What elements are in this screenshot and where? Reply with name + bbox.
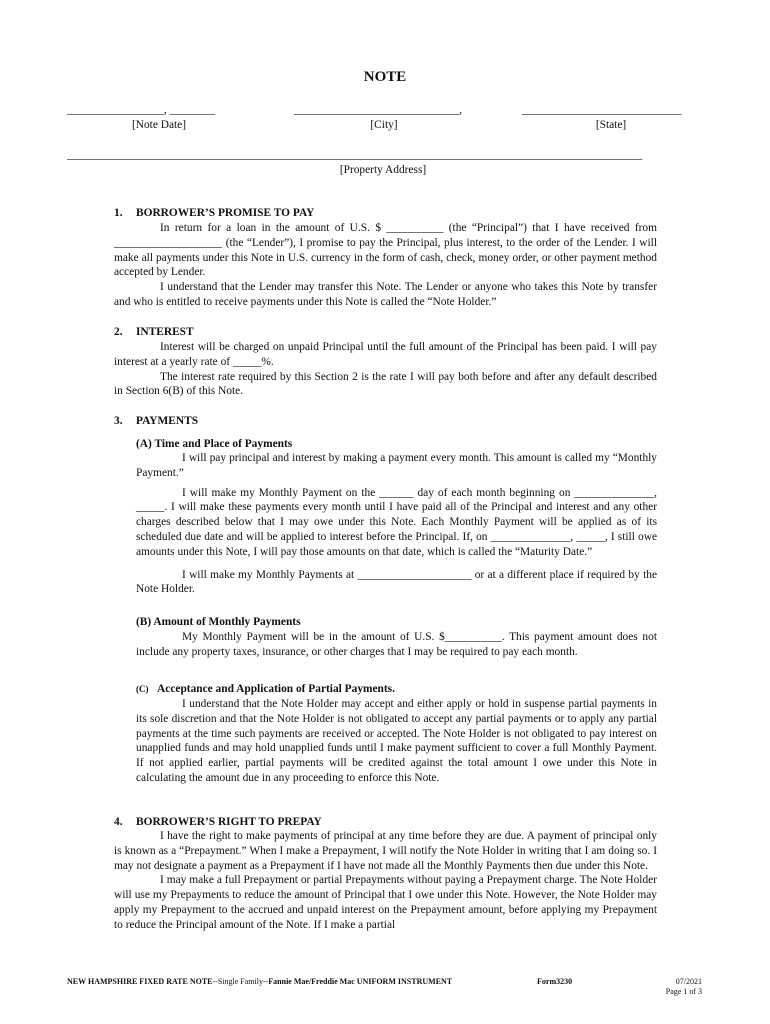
property-address-label: [Property Address] [339, 164, 427, 176]
section-2-body [114, 340, 657, 399]
section-2-paragraph-1: Interest will be charged on unpaid Principal until the full amount of the Principal has been paid. I will pay interest at a yearly rate of _____%. [114, 341, 657, 368]
section-2-number: 2. [114, 326, 123, 338]
state-label: [State] [595, 119, 627, 131]
footer-title-bold-2: Fannie Mae/Freddie Mac UNIFORM INSTRUMENT [268, 977, 453, 986]
section-2-heading [114, 325, 194, 340]
section-3c-title: Acceptance and Application of Partial Payments. [157, 683, 395, 695]
section-3c-heading [136, 682, 395, 697]
section-3-title: PAYMENTS [136, 415, 199, 427]
section-3c-label: (C) [136, 684, 149, 694]
section-3-heading [114, 414, 198, 429]
section-3a-paragraph-1: I will pay principal and interest by making a payment every month. This amount is called my “Monthly Payment.” [136, 452, 657, 479]
section-3c-body [136, 697, 657, 786]
city-blank[interactable]: _____________________________, [294, 104, 463, 116]
section-1-title: BORROWER’S PROMISE TO PAY [136, 207, 315, 219]
section-3a-paragraph-3: I will make my Monthly Payments at ____________________ or at a different place if required by the Note Holder. [136, 568, 657, 596]
footer-title-bold: NEW HAMPSHIRE FIXED RATE NOTE [67, 977, 213, 986]
section-2-title: INTEREST [136, 326, 194, 338]
note-date-label: [Note Date] [131, 119, 187, 131]
section-1-body [114, 221, 657, 310]
section-1-number: 1. [114, 207, 123, 219]
document-title: NOTE [363, 69, 407, 85]
property-address-blank[interactable]: _____________________________________________________________________________________________________ [67, 149, 643, 161]
section-3b-body [136, 630, 657, 660]
city-label: [City] [370, 119, 398, 131]
footer-form-number: Form3230 [537, 977, 573, 986]
section-3c-paragraph-1: I understand that the Note Holder may accept and either apply or hold in suspense partial payments in its sole discretion and that the Note Holder is not obligated to accept any partial payments or to apply any partial payments at the time such payments are received or accepted. The Note Holder is not obligated to pay interest on unapplied funds and may hold unapplied funds until I make payment sufficient to cover a full Monthly Payment. If not applied earlier, partial payments will be credited against the total amount I owe under this Note in calculating the amount due in any proceeding to enforce this Note. [136, 698, 657, 784]
section-1-paragraph-1: In return for a loan in the amount of U.S. $ __________ (the “Principal”) that I have received from ___________________ (the “Lender”), I promise to pay the Principal, plus interest, to the order of the Lender. I will make all payments under this Note in U.S. currency in the form of cash, check, money order, or other payment method accepted by Lender. [114, 222, 657, 279]
footer-page-number: Page 1 of 3 [665, 987, 702, 996]
section-2-paragraph-2: The interest rate required by this Section 2 is the rate I will pay both before and after any default described in Section 6(B) of this Note. [114, 370, 657, 398]
note-date-blank[interactable]: _________________, ________ [67, 104, 216, 116]
section-4-paragraph-1: I have the right to make payments of principal at any time before they are due. A payment of principal only is known as a “Prepayment.” When I make a Prepayment, I will notify the Note Holder in writing that I am doing so. I may not designate a payment as a Prepayment if I have not made all the Monthly Payments then due under this Note. [114, 830, 657, 872]
footer-date: 07/2021 [675, 977, 702, 986]
footer-form-title [67, 977, 452, 987]
section-3b-heading: (B) Amount of Monthly Payments [136, 616, 301, 628]
section-4-number: 4. [114, 816, 123, 828]
section-4-body [114, 829, 657, 933]
section-3-number: 3. [114, 415, 123, 427]
section-3a-body [136, 451, 657, 597]
section-4-heading [114, 815, 322, 830]
section-3b-paragraph-1: My Monthly Payment will be in the amount of U.S. $__________. This payment amount does not include any property taxes, insurance, or other charges that I may be required to pay each month. [136, 631, 657, 658]
section-4-paragraph-2: I may make a full Prepayment or partial Prepayments without paying a Prepayment charge. The Note Holder will use my Prepayments to reduce the amount of Principal that I owe under this Note. However, the Note Holder may apply my Prepayment to the accrued and unpaid interest on the Prepayment amount, before applying my Prepayment to reduce the Principal amount of the Note. If I make a partial [114, 874, 657, 931]
section-1-paragraph-2: I understand that the Lender may transfer this Note. The Lender or anyone who takes this Note by transfer and who is entitled to receive payments under this Note is called the “Note Holder.” [114, 281, 657, 308]
state-blank[interactable]: ____________________________ [522, 104, 682, 116]
section-1-heading [114, 206, 314, 221]
section-3a-paragraph-2: I will make my Monthly Payment on the ______ day of each month beginning on ______________, _____. I will make these payments every month until I have paid all of the Principal and interest and any other charges described below that I may owe under this Note. Each Monthly Payment will be applied as of its scheduled due date and will be applied to interest before the Principal. If, on ______________, _____, I still owe amounts under this Note, I will pay those amounts on that date, which is called the “Maturity Date.” [136, 486, 657, 558]
footer-title-mid: --Single Family-- [212, 977, 269, 986]
section-3a-heading: (A) Time and Place of Payments [136, 438, 293, 450]
section-4-title: BORROWER’S RIGHT TO PREPAY [136, 816, 322, 828]
